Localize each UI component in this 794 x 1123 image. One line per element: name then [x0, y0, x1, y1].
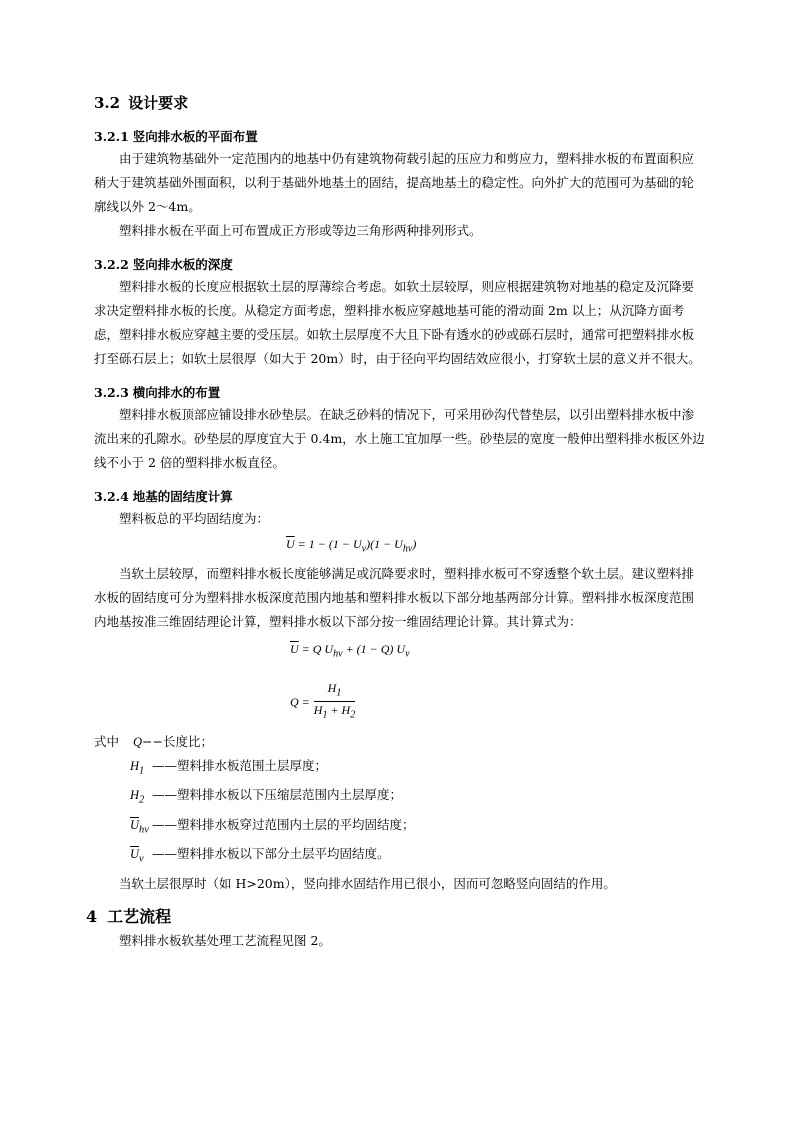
formula-part: = 1 − (1 − U — [297, 537, 362, 551]
fraction-den-sym: H — [341, 703, 351, 718]
formula-combined-consolidation — [290, 638, 706, 665]
definition-text: ——塑料排水板范围土层厚度； — [152, 757, 328, 773]
formula-part: + (1 − Q) U — [345, 642, 406, 657]
fraction-numerator — [314, 680, 355, 702]
definition-sub: hv — [139, 824, 149, 836]
fraction-den-sub: 1 — [322, 709, 328, 721]
where-label: 式中 — [94, 733, 120, 749]
definition-text: ——塑料排水板穿过范围内土层的平均固结度； — [152, 816, 415, 832]
formula-lhs: Q = — [290, 694, 310, 709]
subsection-number: 3.2.3 — [94, 385, 129, 400]
formula-part: )(1 − U — [366, 537, 403, 551]
formula-sub: hv — [402, 543, 413, 555]
fraction-denominator — [314, 702, 355, 723]
definition-row — [130, 783, 706, 813]
paragraph: 塑料排水板顶部应铺设排水砂垫层。在缺乏砂料的情况下，可采用砂沟代替垫层，以引出塑料排水板中渗流出来的孔隙水。砂垫层的厚度宜大于 0.4m，水上施工宜加厚一些。砂垫层的宽度一般伸出塑料排水板区外边线不小于 2 倍的塑料排水板直径。 — [94, 407, 705, 470]
definition-symbol: $\overline{U}$ — [130, 847, 140, 862]
paragraph: 当软土层很厚时（如 H>20m），竖向排水固结作用已很小，因而可忽略竖向固结的作用。 — [119, 875, 616, 891]
definition-row — [130, 842, 706, 872]
definition-symbol: H — [130, 758, 140, 773]
formula-lhs: $\overline{U}$ — [290, 642, 299, 657]
formula-part: ) — [412, 537, 417, 551]
subsection-heading-3-2-4 — [94, 487, 706, 505]
definition-symbol: $\overline{U}$ — [130, 817, 140, 832]
subsection-title: 竖向排水板的深度 — [132, 257, 233, 272]
definition-text: ——塑料排水板以下部分土层平均固结度。 — [152, 846, 390, 862]
section-number: 4 — [86, 906, 98, 926]
paragraph: 塑料排水板的长度应根据软土层的厚薄综合考虑。如软土层较厚，则应根据建筑物对地基的稳定及沉降要求决定塑料排水板的长度。从稳定方面考虑，塑料排水板应穿越地基可能的滑动面 2m 以上；从沉降方面考虑，塑料排水板应穿越主要的受压层。如软土层厚度不大且下卧有透水的砂或砾石层时，通常可把塑料排水板打至砾石层上；如软土层很厚（如大于 20m）时，由于径向平均固结效应很小，打穿软土层的意义并不很大。 — [94, 279, 701, 366]
section-title: 设计要求 — [128, 94, 189, 112]
subsection-title: 横向排水的布置 — [132, 385, 221, 400]
subsection-heading-3-2-3 — [94, 383, 706, 401]
subsection-number: 3.2.4 — [94, 489, 129, 504]
formula-length-ratio — [290, 680, 706, 724]
formula-fraction — [314, 680, 355, 724]
definition-sub: 2 — [139, 794, 145, 806]
paragraph: 当软土层较厚，而塑料排水板长度能够满足或沉降要求时，塑料排水板可不穿透整个软土层。建议塑料排水板的固结度可分为塑料排水板深度范围内地基和塑料排水板以下部分地基两部分计算。塑料排水板深度范围内地基按准三维固结理论计算，塑料排水板以下部分按一维固结理论计算。其计算式为： — [94, 566, 695, 630]
definition-row — [130, 754, 706, 784]
where-clause — [94, 730, 706, 754]
definition-text: ——塑料排水板以下压缩层范围内土层厚度； — [152, 787, 403, 803]
subsection-heading-3-2-1 — [94, 127, 706, 145]
formula-sub: hv — [333, 648, 343, 660]
formula-sub: v — [361, 543, 367, 555]
where-text: −−长度比； — [142, 733, 213, 749]
paragraph: 塑料板总的平均固结度为： — [119, 511, 270, 526]
formula-part: = Q U — [301, 642, 334, 657]
subsection-number: 3.2.2 — [94, 257, 129, 272]
section-heading-4 — [86, 904, 706, 927]
paragraph: 由于建筑物基础外一定范围内的地基中仍有建筑物荷载引起的压应力和剪应力，塑料排水板的布置面积应稍大于建筑基础外围面积，以利于基础外地基土的固结，提高地基土的稳定性。向外扩大的范围可为基础的轮廓线以外 2～4m。 — [94, 151, 695, 214]
definition-sub: v — [139, 853, 144, 865]
section-title: 工艺流程 — [107, 906, 172, 926]
definition-symbol: H — [130, 788, 140, 803]
subsection-title: 地基的固结度计算 — [132, 489, 233, 504]
paragraph: 塑料排水板软基处理工艺流程见图 2。 — [119, 932, 331, 948]
subsection-number: 3.2.1 — [94, 129, 129, 144]
formula-lhs: $\overline{U}$ — [286, 537, 295, 551]
document-page — [86, 92, 706, 953]
paragraph: 塑料排水板在平面上可布置成正方形或等边三角形两种排列形式。 — [119, 223, 482, 238]
fraction-den-sym: H — [313, 703, 323, 718]
section-heading-3-2 — [94, 92, 706, 113]
fraction-den-sub: 2 — [350, 709, 356, 721]
subsection-heading-3-2-2 — [94, 255, 706, 273]
fraction-num-sub: 1 — [336, 687, 342, 699]
where-symbol: Q — [133, 734, 143, 749]
definition-sub: 1 — [139, 765, 145, 777]
section-number: 3.2 — [94, 94, 121, 112]
fraction-num-sym: H — [327, 680, 337, 695]
formula-sub: v — [405, 648, 410, 660]
definition-row — [130, 813, 706, 843]
fraction-plus: + — [330, 703, 339, 718]
subsection-title: 竖向排水板的平面布置 — [132, 129, 258, 144]
formula-total-consolidation — [286, 533, 706, 560]
